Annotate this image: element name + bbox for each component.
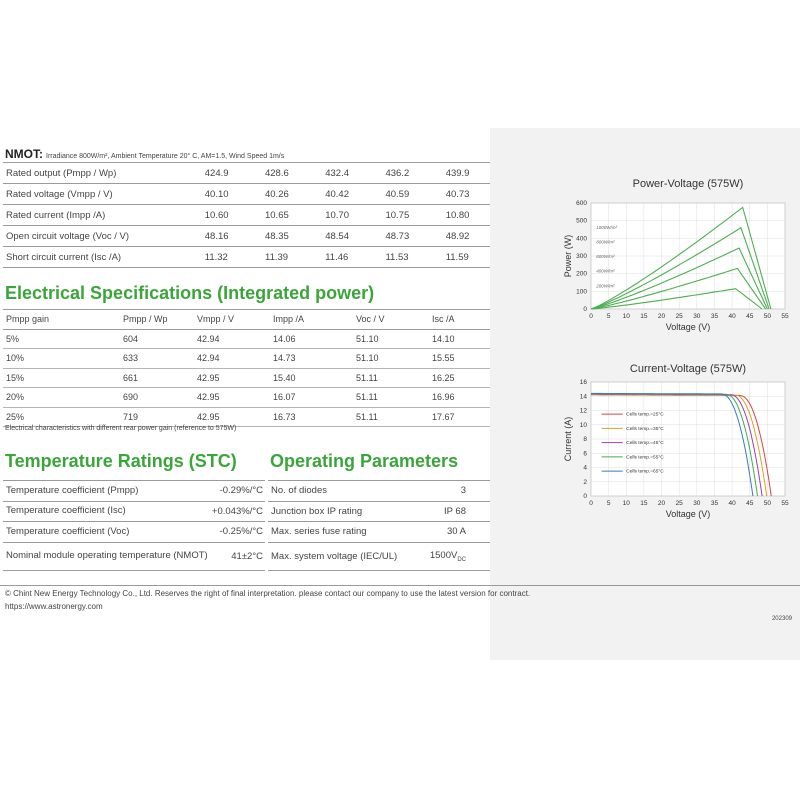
row-value: 41±2°C	[231, 550, 263, 562]
column-header: Voc / V	[356, 314, 385, 325]
table-cell: 719	[123, 411, 139, 422]
row-label: Junction box IP rating	[271, 505, 363, 517]
table-cell: 10.70	[325, 209, 349, 221]
column-header: Vmpp / V	[197, 314, 235, 325]
table-cell: 51.10	[356, 353, 379, 364]
power-voltage-chart	[555, 175, 795, 340]
row-label: No. of diodes	[271, 485, 327, 497]
x-tick-label: 30	[693, 313, 701, 320]
row-value-text: 1500V	[429, 549, 458, 561]
row-label: Temperature coefficient (Pmpp)	[6, 484, 139, 496]
table-cell: 10.60	[204, 209, 229, 221]
x-tick-label: 5	[606, 313, 611, 320]
power-voltage-svg	[555, 175, 795, 340]
table-cell: 436.2	[385, 167, 410, 179]
x-tick-label: 25	[675, 313, 683, 320]
x-tick-label: 10	[622, 500, 630, 507]
column-header: Pmpp / Wp	[123, 314, 168, 325]
table-cell: 42.95	[197, 372, 220, 383]
row-value: IP 68	[443, 505, 466, 517]
x-tick-label: 45	[746, 313, 754, 320]
y-tick-label: 400	[576, 235, 587, 243]
row-label: Temperature coefficient (Voc)	[6, 525, 130, 537]
table-cell: 11.59	[445, 251, 469, 263]
table-row	[3, 226, 490, 247]
row-label: Max. series fuse rating	[271, 526, 367, 538]
table-row	[3, 349, 490, 369]
table-row	[268, 481, 490, 502]
table-row	[3, 184, 490, 205]
table-cell: 42.94	[197, 353, 220, 364]
x-tick-label: 20	[657, 500, 666, 507]
legend-label: Cells temp.=55°C	[626, 455, 664, 461]
footer-divider	[0, 585, 800, 586]
table-cell: 51.11	[356, 392, 378, 403]
y-tick-label: 600	[576, 200, 587, 207]
table-cell: 14.73	[273, 353, 296, 364]
table-row	[3, 481, 265, 502]
table-cell: 14.06	[273, 333, 296, 344]
table-cell: 48.73	[385, 230, 410, 242]
operating-table	[268, 480, 490, 571]
y-tick-label: 14	[579, 393, 587, 401]
temperature-heading: Temperature Ratings (STC)	[5, 451, 237, 471]
table-row	[3, 542, 265, 570]
row-label: Nominal module operating temperature (NMOT)	[6, 550, 208, 561]
table-row	[3, 329, 490, 349]
table-row	[3, 163, 490, 184]
table-cell: 16.73	[273, 411, 296, 422]
table-row	[268, 522, 490, 543]
row-value: +0.043%/°C	[211, 505, 263, 517]
y-axis-label: Current (A)	[563, 416, 573, 462]
table-cell: 15.55	[432, 353, 455, 364]
table-row	[3, 205, 490, 226]
row-label: Max. system voltage (IEC/UL)	[271, 550, 398, 562]
table-cell: 633	[123, 353, 139, 364]
table-cell: 11.53	[385, 251, 409, 263]
table-cell: 14.10	[432, 333, 455, 344]
table-cell: 15.40	[273, 372, 296, 383]
x-tick-label: 25	[675, 500, 683, 507]
current-voltage-chart	[555, 360, 795, 530]
row-label: Temperature coefficient (Isc)	[6, 505, 126, 517]
table-row	[268, 542, 490, 570]
x-tick-label: 40	[728, 313, 736, 320]
table-cell: 10.65	[264, 209, 289, 221]
y-tick-label: 500	[576, 217, 587, 225]
chart-title: Power-Voltage (575W)	[632, 178, 744, 190]
current-voltage-svg	[555, 360, 795, 530]
x-axis-label: Voltage (V)	[665, 509, 711, 519]
table-cell: 11.39	[264, 251, 289, 263]
table-cell: 661	[123, 372, 139, 383]
row-label: Rated voltage (Vmpp / V)	[6, 188, 113, 200]
table-cell: 42.94	[197, 333, 220, 344]
electrical-table	[3, 309, 490, 427]
table-row	[3, 522, 265, 543]
series-label: 1000W/m²	[596, 224, 618, 230]
x-tick-label: 0	[589, 313, 593, 320]
table-cell: 48.16	[204, 230, 229, 242]
table-cell: 15%	[6, 372, 25, 383]
x-tick-label: 5	[606, 500, 611, 507]
table-header-row	[3, 310, 490, 330]
table-cell: 40.10	[204, 188, 229, 200]
y-tick-label: 300	[576, 253, 587, 260]
table-cell: 10.75	[385, 209, 410, 221]
nmot-conditions	[5, 147, 284, 161]
column-header: Impp /A	[273, 314, 305, 325]
table-cell: 51.11	[356, 411, 378, 422]
table-cell: 40.42	[325, 188, 349, 200]
footer-url: https://www.astronergy.com	[5, 602, 103, 611]
table-cell: 42.95	[197, 392, 220, 403]
x-tick-label: 40	[728, 500, 736, 507]
row-value	[419, 542, 490, 570]
temperature-table	[3, 480, 265, 571]
series-label: 400W/m²	[596, 268, 615, 274]
table-cell: 690	[123, 392, 139, 403]
legend-label: Cells temp.=45°C	[626, 441, 664, 447]
y-tick-label: 100	[576, 288, 587, 296]
table-cell: 16.96	[432, 392, 455, 403]
y-tick-label: 0	[583, 493, 587, 500]
table-cell: 11.32	[204, 251, 228, 263]
column-header: Pmpp gain	[6, 314, 50, 325]
series-label: 200W/m²	[596, 283, 615, 289]
table-cell: 25%	[6, 411, 25, 422]
x-axis-label: Voltage (V)	[665, 322, 711, 332]
row-value: 3	[460, 485, 466, 497]
x-tick-label: 0	[589, 500, 593, 507]
table-cell: 10%	[6, 353, 25, 364]
nmot-label: NMOT:	[5, 147, 43, 161]
table-cell: 42.95	[197, 411, 220, 422]
table-row	[3, 368, 490, 388]
x-tick-label: 10	[622, 313, 630, 320]
table-cell: 439.9	[445, 167, 470, 179]
row-label: Rated output (Pmpp / Wp)	[6, 167, 117, 179]
x-tick-label: 55	[781, 500, 789, 507]
table-cell: 5%	[6, 333, 20, 344]
y-tick-label: 6	[583, 450, 587, 458]
y-axis-label: Power (W)	[563, 234, 573, 278]
row-label: Short circuit current (Isc /A)	[6, 251, 122, 263]
x-tick-label: 35	[710, 313, 719, 320]
y-tick-label: 12	[579, 407, 587, 415]
row-value: -0.29%/°C	[219, 485, 263, 497]
table-cell: 48.54	[325, 230, 349, 242]
nmot-table	[3, 162, 490, 268]
electrical-note: Electrical characteristics with different rear power gain (reference to 575W)	[5, 425, 237, 432]
electrical-heading: Electrical Specifications (Integrated power)	[5, 283, 375, 303]
y-tick-label: 200	[576, 270, 587, 278]
y-tick-label: 10	[579, 421, 587, 429]
table-cell: 40.26	[264, 188, 289, 200]
row-value: -0.25%/°C	[219, 526, 263, 538]
y-tick-label: 0	[583, 306, 587, 313]
y-tick-label: 2	[583, 478, 587, 486]
table-cell: 432.4	[325, 167, 349, 179]
table-cell: 51.11	[356, 372, 378, 383]
table-cell: 16.07	[273, 392, 296, 403]
table-cell: 20%	[6, 392, 25, 403]
table-cell: 40.59	[385, 188, 410, 200]
table-cell: 428.6	[264, 167, 289, 179]
row-label: Rated current (Impp /A)	[6, 209, 106, 221]
table-cell: 48.35	[264, 230, 289, 242]
table-cell: 40.73	[445, 188, 470, 200]
legend-label: Cells temp.=65°C	[626, 469, 664, 475]
document-code: 202309	[771, 616, 792, 622]
row-value: 30 A	[446, 526, 466, 538]
footer-copyright: © Chint New Energy Technology Co., Ltd. Reserves the right of final interpretation. please contact our company to use the latest version for contract.	[5, 589, 531, 598]
table-row	[3, 247, 490, 268]
x-tick-label: 15	[640, 313, 648, 320]
table-cell: 424.9	[204, 167, 229, 179]
x-tick-label: 45	[746, 500, 754, 507]
column-header: Isc /A	[432, 314, 455, 325]
table-row	[3, 388, 490, 408]
table-cell: 16.25	[432, 372, 455, 383]
x-tick-label: 55	[781, 313, 789, 320]
table-cell: 17.67	[432, 411, 455, 422]
table-cell: 11.46	[325, 251, 349, 263]
row-label: Open circuit voltage (Voc / V)	[6, 230, 130, 242]
table-cell: 10.80	[445, 209, 470, 221]
operating-heading: Operating Parameters	[270, 451, 459, 471]
table-row	[3, 501, 265, 522]
x-tick-label: 35	[710, 500, 719, 507]
y-tick-label: 4	[583, 464, 587, 472]
series-label: 600W/m²	[596, 254, 615, 260]
x-tick-label: 20	[657, 313, 666, 320]
y-tick-label: 16	[579, 379, 587, 386]
x-tick-label: 50	[763, 313, 771, 320]
series-label: 800W/m²	[596, 239, 615, 245]
row-value-unit: DC	[457, 556, 466, 563]
table-row	[3, 407, 490, 427]
nmot-conditions-text: Irradiance 800W/m², Ambient Temperature 20° C, AM=1.5, Wind Speed 1m/s	[46, 153, 285, 160]
chart-title: Current-Voltage (575W)	[629, 363, 747, 375]
x-tick-label: 50	[763, 500, 771, 507]
y-tick-label: 8	[583, 436, 587, 443]
table-cell: 604	[123, 333, 139, 344]
x-tick-label: 15	[640, 500, 648, 507]
legend-label: Cells temp.=25°C	[626, 412, 664, 418]
table-row	[268, 501, 490, 522]
table-cell: 51.10	[356, 333, 379, 344]
table-cell: 48.92	[445, 230, 470, 242]
legend-label: Cells temp.=35°C	[626, 426, 664, 432]
x-tick-label: 30	[693, 500, 701, 507]
